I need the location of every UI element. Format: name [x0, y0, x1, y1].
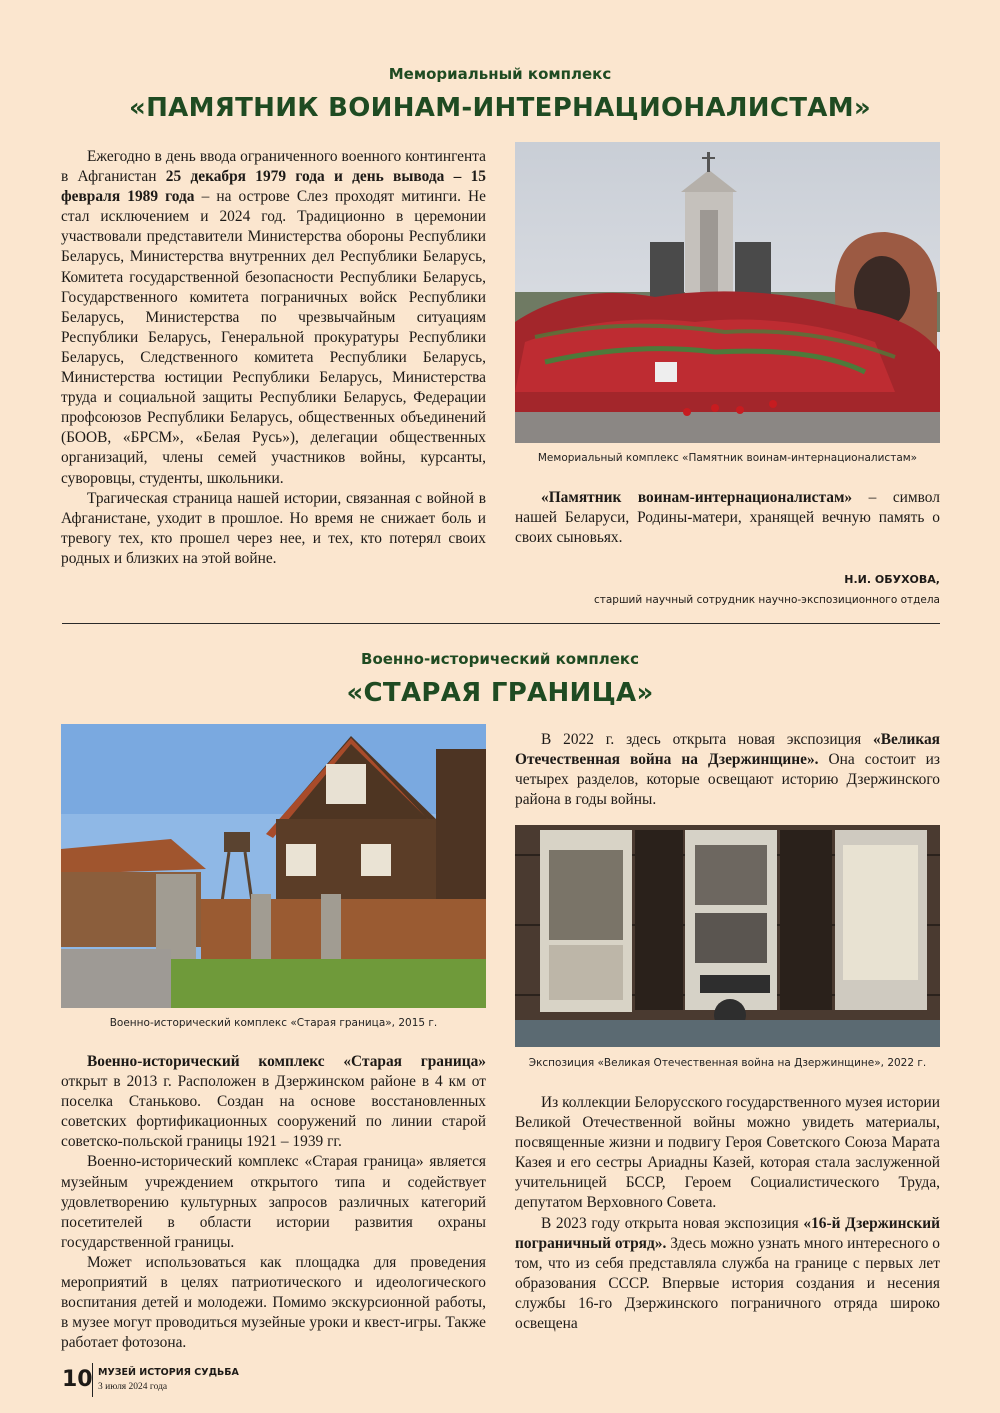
section1-paragraph-3: «Памятник воинам-интернационалистам» – символ нашей Беларуси, Родины-матери, хранящей вечную память о своих сыновьях. [515, 489, 940, 547]
footer-separator [92, 1363, 93, 1397]
page-number: 10 [62, 1367, 93, 1392]
section2-title: «СТАРАЯ ГРАНИЦА» [346, 678, 654, 708]
section2-right-paragraph-2: Из коллекции Белорусского государственного музея истории Великой Отечественной войны можно увидеть материалы, посвященные жизни и подвигу Героя Советского Союза Марата Казея и его сестры Ариадны Казей, которая стала заслуженной учительницей БССР, Героем Социалистического Труда, депутатом Верховного Совета. [515, 1094, 940, 1212]
section1-text-column [61, 147, 486, 569]
section1-title: «ПАМЯТНИК ВОИНАМ-ИНТЕРНАЦИОНАЛИСТАМ» [129, 93, 871, 123]
section2-right-text-top [515, 730, 940, 810]
old-border-photo-caption: Военно-исторический комплекс «Старая граница», 2015 г. [109, 1017, 438, 1029]
section2-right-paragraph-1: В 2022 г. здесь открыта новая экспозиция «Великая Отечественная война на Дзержинщине». Она состоит из четырех разделов, которые освещают историю Дзержинского района в годы войны. [515, 731, 941, 809]
exposition-photo-caption: Экспозиция «Великая Отечественная война на Дзержинщине», 2022 г. [528, 1057, 927, 1069]
memorial-photo-caption: Мемориальный комплекс «Памятник воинам-интернационалистам» [537, 452, 918, 464]
section1-kicker: Мемориальный комплекс [388, 65, 612, 83]
memorial-photo [515, 142, 940, 443]
section2-kicker: Военно-исторический комплекс [361, 650, 639, 668]
section2-left-paragraph-2: Военно-исторический комплекс «Старая граница» является музейным учреждением открытого типа и содействует удовлетворению культурных запросов различных категорий посетителей в области истории развития охраны государственной границы. [61, 1153, 486, 1251]
exposition-photo [515, 825, 940, 1047]
issue-date: 3 июля 2024 года [98, 1382, 168, 1392]
section-divider [62, 623, 940, 624]
author-name: Н.И. ОБУХОВА, [844, 573, 940, 586]
section2-left-paragraph-3: Может использоваться как площадка для проведения мероприятий в целях патриотического и идеологического воспитания детей и молодежи. Помимо экскурсионной работы, в музее могут проводиться музейные уроки и квест-игры. Также работает фотозона. [61, 1253, 486, 1352]
section2-right-paragraph-3: В 2023 году открыта новая экспозиция «16-й Дзержинский пограничный отряд». Здесь можно узнать много интересного о том, что из себя представляла служба на границе с первых лет образования СССР. Впервые история создания и несения службы 16-го Дзержинского пограничного отряда широко освещена [515, 1214, 941, 1333]
old-border-complex-photo [61, 724, 486, 1008]
section2-left-text [61, 1052, 486, 1353]
section2-left-paragraph-1: Военно-исторический комплекс «Старая граница» открыт в 2013 г. Расположен в Дзержинском районе в 4 км от поселка Станьково. Создан на основе восстановленных советских фортификационных сооружений по линии старой советско-польской границы 1921 – 1939 гг. [61, 1053, 486, 1151]
author-role: старший научный сотрудник научно-экспозиционного отдела [593, 594, 940, 606]
section1-paragraph-1: Ежегодно в день ввода ограниченного военного контингента в Афганистан 25 декабря 1979 года и день вывода – 15 февраля 1989 года – на острове Слез проходят митинги. Не стал исключением и 2024 год. Традиционно в церемонии участвовали представители Министерства обороны Республики Беларусь, Министерства внутренних дел Республики Беларусь, Комитета государственной безопасности Республики Беларусь, Государственного комитета пограничных войск Республики Беларусь, Министерства по чрезвычайным ситуациям Республики Беларусь, Генеральной прокуратуры Республики Беларусь, Следственного комитета Республики Беларусь, Министерства юстиции Республики Беларусь, Министерства труда и социальной защиты Республики Беларусь, Федерации профсоюзов Республики Беларусь, общественных объединений (БООВ, «БРСМ», «Белая Русь»), делегации общественных организаций, члены семей участников войны, курсанты, суворовцы, студенты, школьники. [61, 148, 486, 487]
section1-right-text [515, 488, 940, 548]
section2-right-text-bottom [515, 1093, 940, 1334]
section1-paragraph-2: Трагическая страница нашей истории, связанная с войной в Афганистане, уходит в прошлое. Но время не снижает боль и тревогу тех, кто прошел через нее, и тех, кто потерял своих родных и близких на этой войне. [61, 489, 486, 567]
publication-title: МУЗЕЙ ИСТОРИЯ СУДЬБА [98, 1367, 239, 1378]
